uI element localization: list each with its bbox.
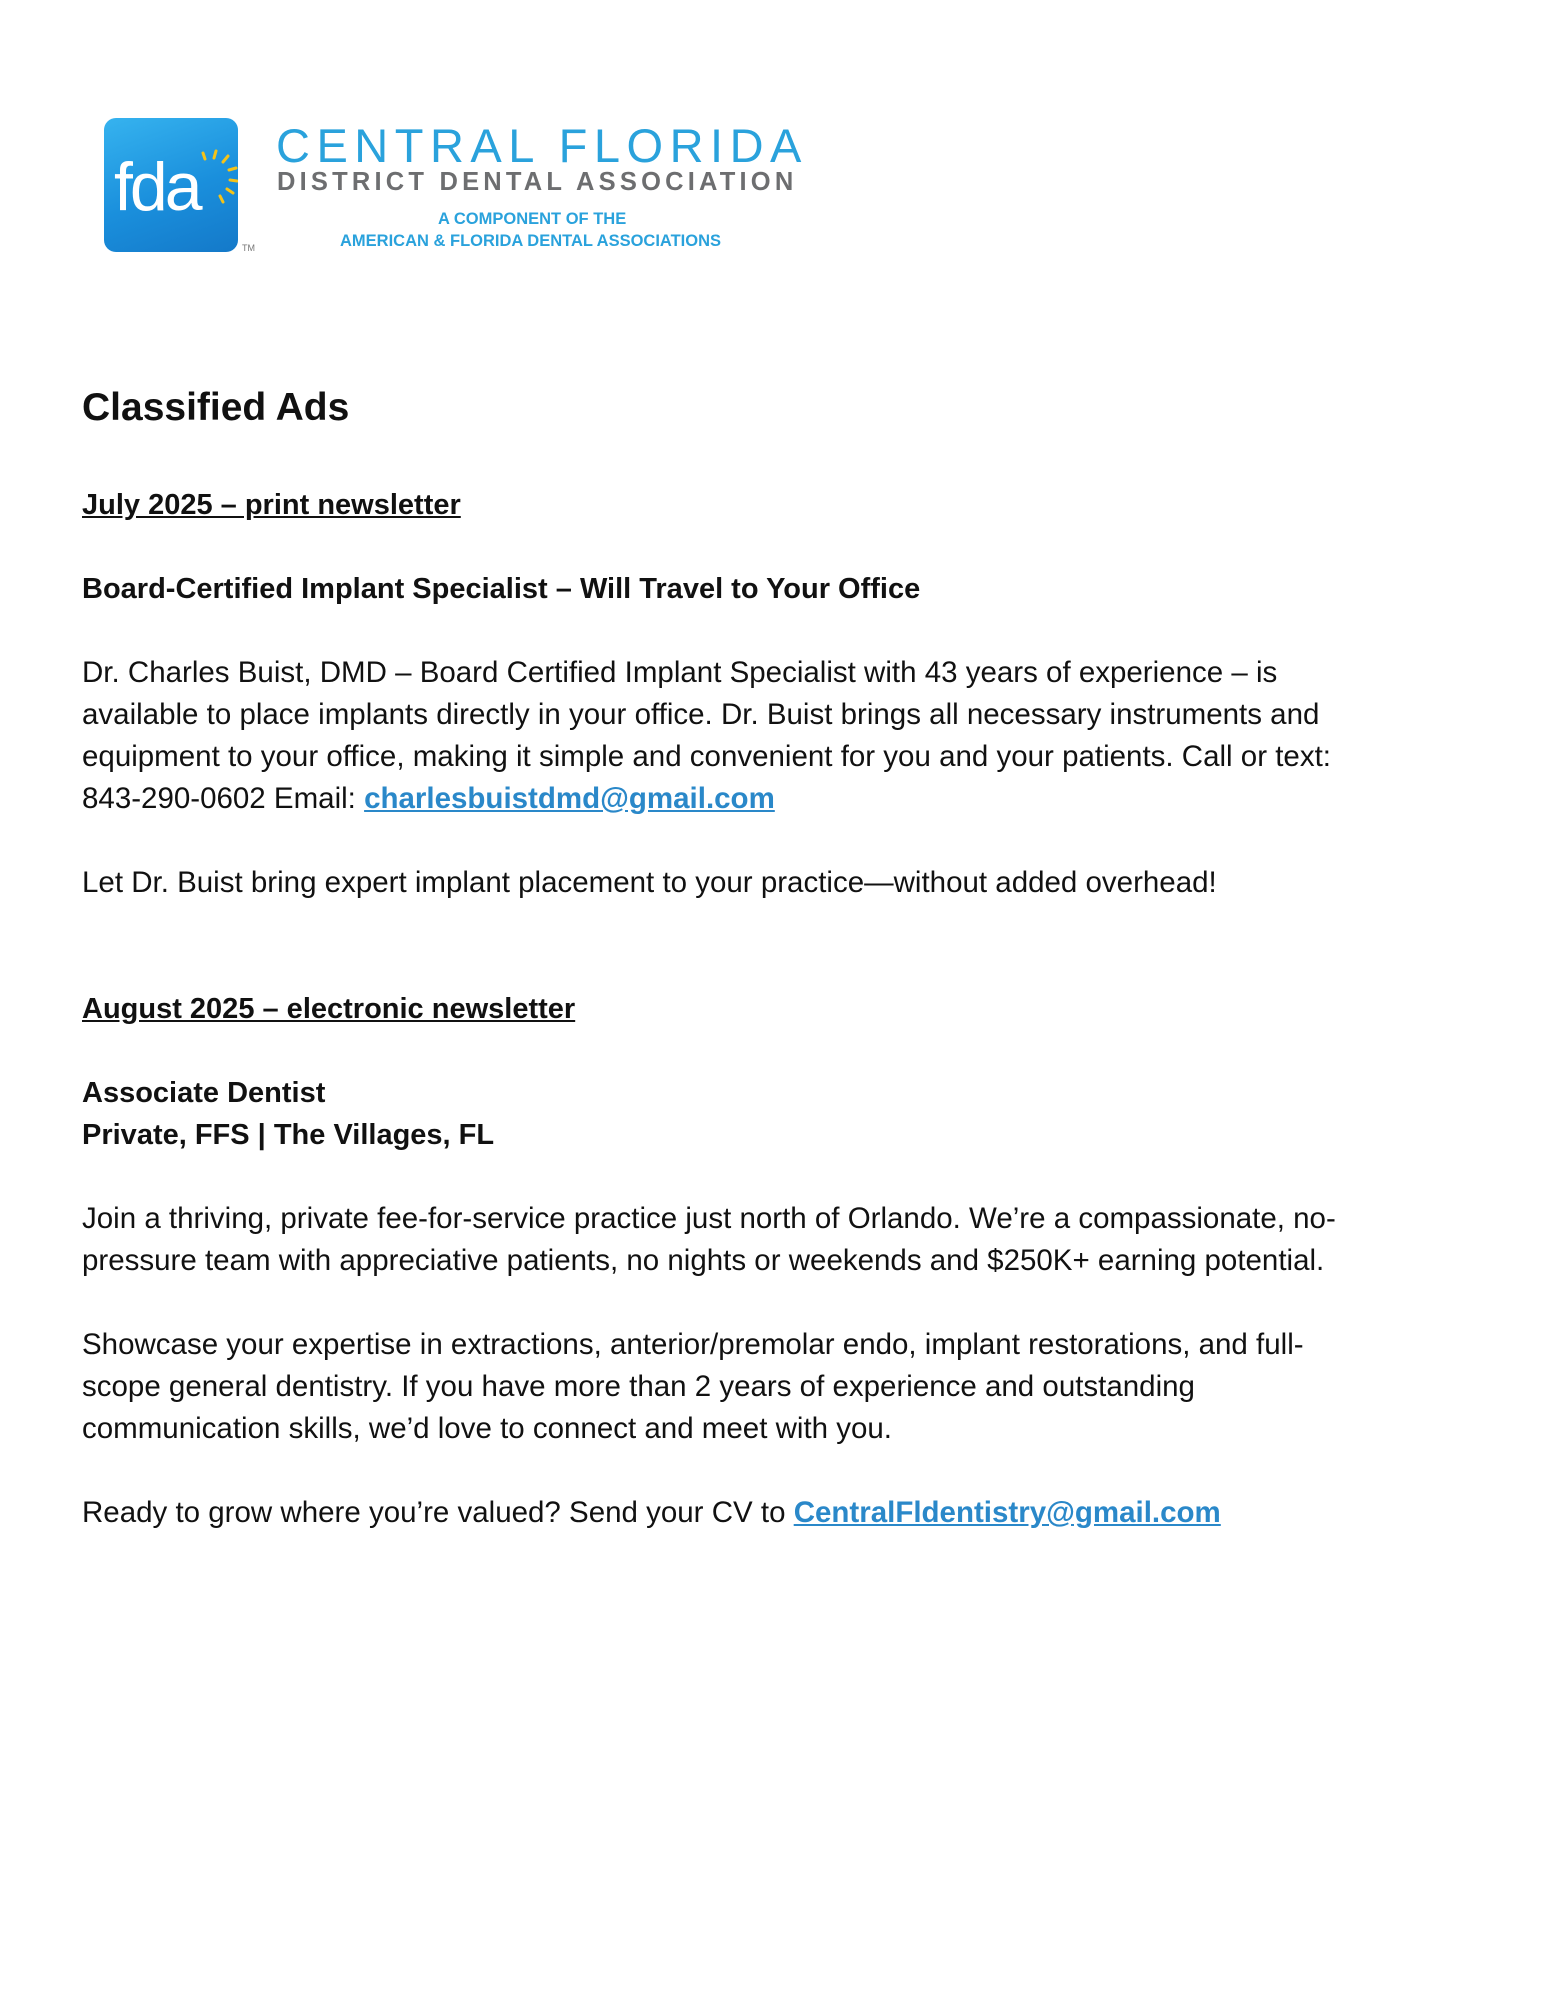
- sun-rays-icon: [203, 151, 237, 202]
- fda-logo: [104, 118, 238, 252]
- section-heading: July 2025 – print newsletter: [82, 489, 461, 521]
- logo-text: fda: [114, 149, 200, 225]
- ad-paragraph: Showcase your expertise in extractions, anterior/premolar endo, implant restorations, and full-scope general dentistry. If you have more than 2 years of experience and outstanding communication skills, we’d love to connect and meet with you.: [82, 1328, 1304, 1445]
- ad-subtitle: Private, FFS | The Villages, FL: [82, 1119, 495, 1151]
- org-subtitle-line2: AMERICAN & FLORIDA DENTAL ASSOCIATIONS: [340, 232, 722, 250]
- page-title: Classified Ads: [82, 386, 350, 429]
- org-subtitle-line1: A COMPONENT OF THE: [438, 210, 627, 228]
- ad-paragraph: Join a thriving, private fee-for-service practice just north of Orlando. We’re a compassionate, no-pressure team with appreciative patients, no nights or weekends and $250K+ earning potential.: [82, 1202, 1336, 1277]
- trademark-mark: TM: [242, 243, 255, 253]
- header: [104, 118, 824, 258]
- ad-paragraph: [82, 652, 1342, 820]
- section-july: [82, 484, 1342, 904]
- org-name-line2: DISTRICT DENTAL ASSOCIATION: [277, 168, 798, 196]
- ad-paragraph-text: Ready to grow where you’re valued? Send your CV to: [82, 1496, 786, 1529]
- ad-paragraph: Let Dr. Buist bring expert implant placement to your practice—without added overhead!: [82, 866, 1217, 899]
- ad-title: Board-Certified Implant Specialist – Will Travel to Your Office: [82, 573, 921, 605]
- ad-title: Associate Dentist: [82, 1077, 326, 1109]
- org-name-line1: CENTRAL FLORIDA: [276, 119, 808, 172]
- section-heading: August 2025 – electronic newsletter: [82, 993, 576, 1025]
- section-august: [82, 988, 1342, 1534]
- ad-paragraph-text: Dr. Charles Buist, DMD – Board Certified Implant Specialist with 43 years of experience – is available to place implants directly in your office. Dr. Buist brings all necessary instruments and equipment to your office, making it simple and convenient for you and your patients. Call or text: 843-290-0602 Email:: [82, 656, 1331, 815]
- main-content: [82, 380, 1342, 1534]
- email-link[interactable]: charlesbuistdmd@gmail.com: [364, 782, 775, 815]
- ad-paragraph: [82, 1492, 1342, 1534]
- email-link[interactable]: CentralFldentistry@gmail.com: [793, 1496, 1221, 1529]
